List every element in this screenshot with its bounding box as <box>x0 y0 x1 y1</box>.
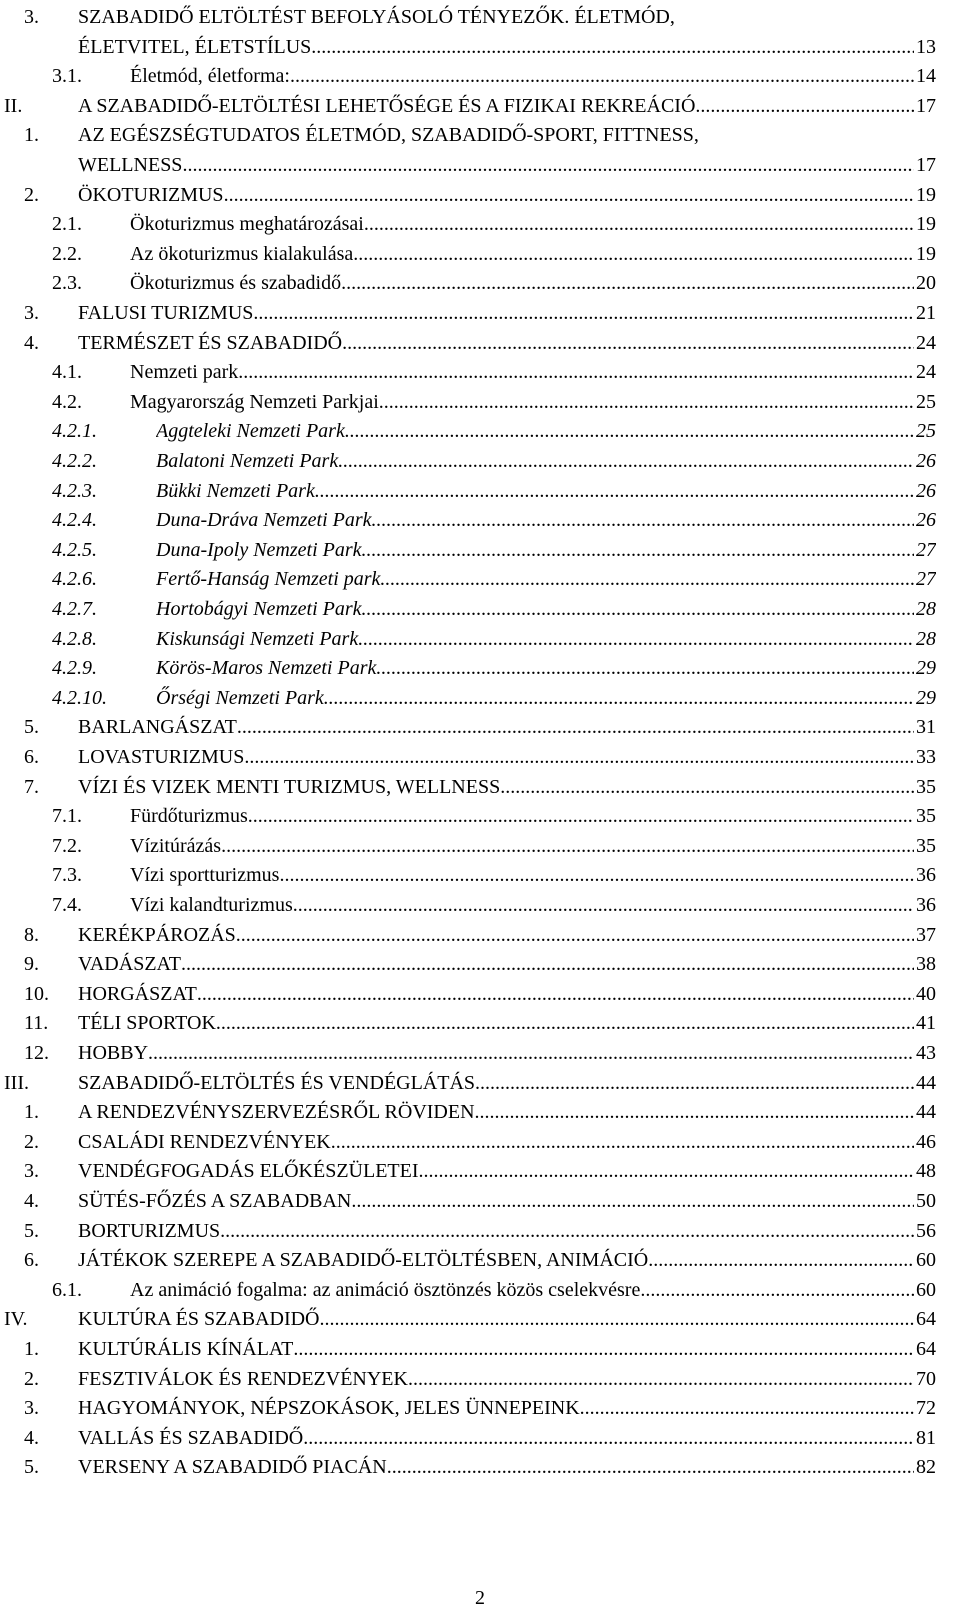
toc-entry-title: A SZABADIDŐ-ELTÖLTÉSI LEHETŐSÉGE ÉS A FIZIKAI REKREÁCIÓ <box>78 94 696 117</box>
toc-entry[interactable] <box>0 1275 960 1305</box>
toc-entry[interactable] <box>0 1245 960 1275</box>
toc-entry-title: VERSENY A SZABADIDŐ PIACÁN <box>78 1456 387 1479</box>
toc-entry-number: 2.3. <box>52 272 82 295</box>
toc-entry[interactable] <box>0 1423 960 1453</box>
toc-entry-number: 4.2.8. <box>52 627 97 650</box>
toc-entry-page: 41 <box>916 1012 936 1035</box>
toc-entry[interactable] <box>0 239 960 269</box>
toc-entry-page: 82 <box>916 1456 936 1479</box>
toc-entry-page: 29 <box>916 686 936 709</box>
toc-entry-number: 7.4. <box>52 894 82 916</box>
toc-entry-number: 4.2.1. <box>52 420 97 443</box>
toc-entry[interactable] <box>0 624 960 654</box>
toc-entry-title: KULTÚRA ÉS SZABADIDŐ <box>78 1308 320 1331</box>
toc-entry[interactable] <box>0 476 960 506</box>
toc-entry-number: 2. <box>24 1130 39 1153</box>
toc-entry-number: 4.2. <box>52 390 82 413</box>
toc-entry-number: 4. <box>24 1190 39 1212</box>
toc-entry-title: BARLANGÁSZAT <box>78 716 237 739</box>
dot-leader <box>408 1364 914 1394</box>
toc-entry-page: 35 <box>916 805 936 828</box>
toc-entry-page: 50 <box>916 1190 936 1212</box>
toc-entry-page: 17 <box>916 94 936 117</box>
toc-entry-number: 3.1. <box>52 65 82 88</box>
dot-leader <box>236 920 914 950</box>
dot-leader <box>197 979 914 1009</box>
dot-leader <box>148 1038 914 1068</box>
dot-leader <box>419 1156 914 1186</box>
toc-entry-page: 35 <box>916 834 936 857</box>
toc-entry[interactable] <box>0 890 960 920</box>
toc-entry-number: 7.3. <box>52 864 82 887</box>
toc-entry-number: 4.2.3. <box>52 479 97 502</box>
toc-entry-page: 70 <box>916 1367 936 1390</box>
toc-entry-number: 4. <box>24 1426 39 1449</box>
toc-entry-title: VADÁSZAT <box>78 953 181 976</box>
toc-entry-number: II. <box>4 94 23 117</box>
toc-entry-title: Duna-Ipoly Nemzeti Park <box>156 538 362 561</box>
toc-entry-number: 7.1. <box>52 805 82 828</box>
toc-entry-page: 25 <box>916 420 936 443</box>
toc-entry-number: 3. <box>24 302 39 324</box>
toc-entry-number: 10. <box>24 982 49 1005</box>
toc-entry-page: 24 <box>916 361 936 384</box>
toc-entry-title: KULTÚRÁLIS KÍNÁLAT <box>78 1338 294 1360</box>
toc-entry-page: 33 <box>916 746 936 768</box>
toc-entry-page: 43 <box>916 1042 936 1064</box>
toc-entry-continuation[interactable] <box>0 150 960 180</box>
toc-entry-page: 44 <box>916 1071 936 1094</box>
toc-entry-title: Magyarország Nemzeti Parkjai <box>130 390 379 413</box>
toc-entry[interactable] <box>0 1334 960 1364</box>
toc-entry-page: 19 <box>916 242 936 265</box>
toc-entry[interactable] <box>0 209 960 239</box>
toc-entry-number: 11. <box>24 1012 49 1035</box>
toc-entry-page: 31 <box>916 716 936 739</box>
toc-entry[interactable] <box>0 1156 960 1186</box>
dot-leader <box>695 91 914 121</box>
toc-entry-number: 12. <box>24 1042 49 1064</box>
toc-entry[interactable] <box>0 1008 960 1038</box>
toc-entry[interactable] <box>0 683 960 713</box>
toc-entry-title: Ökoturizmus és szabadidő <box>130 272 342 295</box>
toc-entry-number: 4.1. <box>52 361 82 384</box>
toc-entry[interactable] <box>0 920 960 950</box>
dot-leader <box>379 387 914 417</box>
toc-entry-title: Az animáció fogalma: az animáció ösztönzés közös cselekvésre <box>130 1278 641 1301</box>
toc-entry-title: ÖKOTURIZMUS <box>78 183 224 206</box>
toc-entry-title: FALUSI TURIZMUS <box>78 302 254 324</box>
toc-entry-number: 4.2.2. <box>52 450 97 472</box>
toc-entry[interactable] <box>0 979 960 1009</box>
toc-entry-number: 5. <box>24 716 39 739</box>
dot-leader <box>253 298 914 328</box>
toc-entry-title: SÜTÉS-FŐZÉS A SZABADBAN <box>78 1190 352 1212</box>
toc-entry-page: 60 <box>916 1249 936 1272</box>
toc-entry-number: 3. <box>24 1160 39 1183</box>
toc-entry-title: Kiskunsági Nemzeti Park <box>156 627 359 650</box>
toc-entry-number: 3. <box>24 6 39 28</box>
toc-entry[interactable] <box>0 1038 960 1068</box>
toc-entry[interactable] <box>0 949 960 979</box>
toc-entry-title: Vízitúrázás <box>130 834 222 857</box>
dot-leader <box>238 357 914 387</box>
toc-entry-page: 28 <box>916 627 936 650</box>
toc-entry-number: 5. <box>24 1219 39 1242</box>
toc-entry-page: 36 <box>916 864 936 887</box>
dot-leader <box>224 180 914 210</box>
toc-entry-page: 17 <box>916 154 936 176</box>
toc-entry-number: 4.2.5. <box>52 538 97 561</box>
toc-entry[interactable] <box>0 387 960 417</box>
dot-leader <box>353 239 914 269</box>
toc-entry-title: LOVASTURIZMUS <box>78 746 245 768</box>
toc-entry-title: HAGYOMÁNYOK, NÉPSZOKÁSOK, JELES ÜNNEPEINK <box>78 1397 580 1420</box>
toc-entry-title-continued: ÉLETVITEL, ÉLETSTÍLUS <box>78 35 312 58</box>
toc-entry-title: VÍZI ÉS VIZEK MENTI TURIZMUS, WELLNESS <box>78 775 501 798</box>
toc-entry-page: 26 <box>916 509 936 532</box>
toc-entry[interactable] <box>0 357 960 387</box>
toc-entry-title: Körös-Maros Nemzeti Park <box>156 657 377 680</box>
toc-entry-page: 19 <box>916 183 936 206</box>
toc-entry-title: Nemzeti park <box>130 361 239 384</box>
toc-entry[interactable] <box>0 801 960 831</box>
dot-leader <box>475 1097 914 1127</box>
dot-leader <box>580 1393 914 1423</box>
toc-entry[interactable] <box>0 416 960 446</box>
dot-leader <box>237 712 914 742</box>
toc-entry-number: 4.2.4. <box>52 509 97 532</box>
toc-entry[interactable] <box>0 712 960 742</box>
toc-entry[interactable] <box>0 1393 960 1423</box>
dot-leader <box>244 742 914 772</box>
toc-entry-title: Duna-Dráva Nemzeti Park <box>156 509 372 532</box>
toc-entry[interactable] <box>0 1127 960 1157</box>
toc-entry-number: 3. <box>24 1397 39 1420</box>
toc-entry-title: Őrségi Nemzeti Park <box>156 686 324 709</box>
toc-entry[interactable] <box>0 298 960 328</box>
toc-entry[interactable] <box>0 653 960 683</box>
toc-entry[interactable] <box>0 2 960 32</box>
toc-entry[interactable] <box>0 505 960 535</box>
toc-entry-page: 13 <box>916 35 936 58</box>
page-number: 2 <box>475 1587 485 1609</box>
dot-leader <box>279 860 914 890</box>
toc-entry-page: 24 <box>916 331 936 354</box>
toc-entry-number: 2. <box>24 183 39 206</box>
toc-entry-title: SZABADIDŐ-ELTÖLTÉS ÉS VENDÉGLÁTÁS <box>78 1071 476 1094</box>
toc-entry[interactable] <box>0 446 960 476</box>
toc-entry[interactable] <box>0 594 960 624</box>
toc-entry[interactable] <box>0 1186 960 1216</box>
toc-entry-title: Balatoni Nemzeti Park <box>156 450 339 472</box>
dot-leader <box>380 564 914 594</box>
toc-entry-number: 5. <box>24 1456 39 1479</box>
toc-entry[interactable] <box>0 61 960 91</box>
toc-entry-number: 4.2.7. <box>52 598 97 620</box>
toc-entry-title: KERÉKPÁROZÁS <box>78 923 236 946</box>
toc-entry-title: SZABADIDŐ ELTÖLTÉST BEFOLYÁSOLÓ TÉNYEZŐK. ÉLETMÓD, <box>78 6 675 28</box>
toc-entry-page: 56 <box>916 1219 936 1242</box>
toc-entry-page: 21 <box>916 302 936 324</box>
toc-entry-title: A RENDEZVÉNYSZERVEZÉSRŐL RÖVIDEN <box>78 1101 475 1124</box>
dot-leader <box>376 653 914 683</box>
dot-leader <box>221 831 914 861</box>
toc-entry[interactable] <box>0 860 960 890</box>
toc-entry-title-continued: WELLNESS <box>78 154 183 176</box>
dot-leader <box>338 446 914 476</box>
toc-entry[interactable] <box>0 91 960 121</box>
dot-leader <box>324 683 914 713</box>
toc-entry[interactable] <box>0 535 960 565</box>
toc-entry-number: 4.2.9. <box>52 657 97 680</box>
toc-entry-title: TÉLI SPORTOK <box>78 1012 216 1035</box>
dot-leader <box>475 1068 914 1098</box>
toc-entry-page: 25 <box>916 390 936 413</box>
toc-entry-page: 28 <box>916 598 936 620</box>
toc-entry-title: Vízi sportturizmus <box>130 864 280 887</box>
toc-entry-page: 48 <box>916 1160 936 1183</box>
toc-entry-number: 8. <box>24 923 39 946</box>
dot-leader <box>320 1304 914 1334</box>
dot-leader <box>315 476 914 506</box>
dot-leader <box>182 150 914 180</box>
dot-leader <box>351 1186 914 1216</box>
toc-entry-number: 2.2. <box>52 242 82 265</box>
toc-entry-title: VALLÁS ÉS SZABADIDŐ <box>78 1426 304 1449</box>
toc-entry-page: 44 <box>916 1101 936 1124</box>
toc-entry[interactable] <box>0 831 960 861</box>
toc-entry-page: 27 <box>916 538 936 561</box>
toc-entry-page: 14 <box>916 65 936 88</box>
toc-entry-page: 64 <box>916 1308 936 1331</box>
dot-leader <box>640 1275 914 1305</box>
toc-entry-page: 29 <box>916 657 936 680</box>
toc-entry[interactable] <box>0 742 960 772</box>
toc-entry-number: 1. <box>24 1101 39 1124</box>
toc-entry-page: 40 <box>916 982 936 1005</box>
toc-entry-title: TERMÉSZET ÉS SZABADIDŐ <box>78 331 343 354</box>
dot-leader <box>331 1127 914 1157</box>
toc-entry-page: 38 <box>916 953 936 976</box>
toc-entry-number: 6.1. <box>52 1278 82 1301</box>
toc-entry-number: 6. <box>24 746 39 768</box>
toc-entry-number: 1. <box>24 1338 39 1360</box>
toc-entry-page: 27 <box>916 568 936 591</box>
toc-entry[interactable] <box>0 268 960 298</box>
dot-leader <box>290 61 914 91</box>
toc-entry-number: 2.1. <box>52 213 82 236</box>
toc-entry-number: 6. <box>24 1249 39 1272</box>
toc-entry-page: 36 <box>916 894 936 916</box>
dot-leader <box>303 1423 914 1453</box>
toc-entry-title: HORGÁSZAT <box>78 982 197 1005</box>
toc-entry-number: IV. <box>4 1308 28 1331</box>
dot-leader <box>362 535 914 565</box>
toc-entry[interactable] <box>0 180 960 210</box>
toc-entry[interactable] <box>0 564 960 594</box>
toc-entry[interactable] <box>0 1216 960 1246</box>
dot-leader <box>387 1452 914 1482</box>
toc-entry-page: 35 <box>916 775 936 798</box>
toc-entry-title: Bükki Nemzeti Park <box>156 479 315 502</box>
toc-entry-number: 4. <box>24 331 39 354</box>
toc-entry-title: Vízi kalandturizmus <box>130 894 293 916</box>
toc-entry-title: VENDÉGFOGADÁS ELŐKÉSZÜLETEI <box>78 1160 419 1183</box>
toc-entry[interactable] <box>0 1364 960 1394</box>
dot-leader <box>293 1334 914 1364</box>
toc-entry-title: BORTURIZMUS <box>78 1219 221 1242</box>
toc-entry-title: Aggteleki Nemzeti Park <box>156 420 345 443</box>
toc-entry-title: JÁTÉKOK SZEREPE A SZABADIDŐ-ELTÖLTÉSBEN, ANIMÁCIÓ. <box>78 1249 654 1272</box>
dot-leader <box>342 328 914 358</box>
toc-entry-page: 19 <box>916 213 936 236</box>
dot-leader <box>345 416 914 446</box>
dot-leader <box>653 1245 914 1275</box>
toc-entry[interactable] <box>0 772 960 802</box>
dot-leader <box>248 801 914 831</box>
toc-entry[interactable] <box>0 1452 960 1482</box>
dot-leader <box>362 594 914 624</box>
toc-entry-page: 46 <box>916 1130 936 1153</box>
toc-entry-number: 7. <box>24 775 39 798</box>
dot-leader <box>293 890 914 920</box>
toc-entry-page: 26 <box>916 479 936 502</box>
toc-entry-page: 20 <box>916 272 936 295</box>
dot-leader <box>311 32 914 62</box>
toc-entry-title: AZ EGÉSZSÉGTUDATOS ÉLETMÓD, SZABADIDŐ-SPORT, FITTNESS, <box>78 124 699 147</box>
toc-entry[interactable] <box>0 1304 960 1334</box>
toc-entry-title: FESZTIVÁLOK ÉS RENDEZVÉNYEK <box>78 1367 408 1390</box>
toc-entry-page: 60 <box>916 1278 936 1301</box>
toc-entry-page: 26 <box>916 450 936 472</box>
dot-leader <box>181 949 914 979</box>
toc-entry-title: Hortobágyi Nemzeti Park <box>156 598 362 620</box>
toc-entry-title: CSALÁDI RENDEZVÉNYEK <box>78 1130 331 1153</box>
dot-leader <box>364 209 914 239</box>
toc-entry-number: 7.2. <box>52 834 82 857</box>
dot-leader <box>500 772 914 802</box>
toc-entry-number: 4.2.10. <box>52 686 107 709</box>
toc-entry[interactable] <box>0 1068 960 1098</box>
toc-entry-page: 72 <box>916 1397 936 1420</box>
dot-leader <box>372 505 914 535</box>
toc-entry-number: III. <box>4 1071 29 1094</box>
toc-entry-title: Az ökoturizmus kialakulása <box>130 242 354 265</box>
toc-entry-title: Életmód, életforma: <box>130 65 290 88</box>
toc-entry-title: HOBBY <box>78 1042 149 1064</box>
toc-entry-number: 2. <box>24 1367 39 1390</box>
toc-entry-number: 4.2.6. <box>52 568 97 591</box>
toc-entry[interactable] <box>0 1097 960 1127</box>
dot-leader <box>341 268 914 298</box>
toc-entry-continuation[interactable] <box>0 32 960 62</box>
toc-entry-number: 1. <box>24 124 39 147</box>
toc-entry-page: 64 <box>916 1338 936 1360</box>
toc-entry-title: Ökoturizmus meghatározásai <box>130 213 364 236</box>
dot-leader <box>220 1216 914 1246</box>
toc-entry[interactable] <box>0 120 960 150</box>
toc-entry[interactable] <box>0 328 960 358</box>
toc-entry-page: 37 <box>916 923 936 946</box>
toc-entry-number: 9. <box>24 953 39 976</box>
toc-entry-title: Fertő-Hanság Nemzeti park <box>156 568 381 591</box>
dot-leader <box>358 624 914 654</box>
toc-entry-title: Fürdőturizmus <box>130 805 248 828</box>
toc-entry-page: 81 <box>916 1426 936 1449</box>
dot-leader <box>216 1008 914 1038</box>
